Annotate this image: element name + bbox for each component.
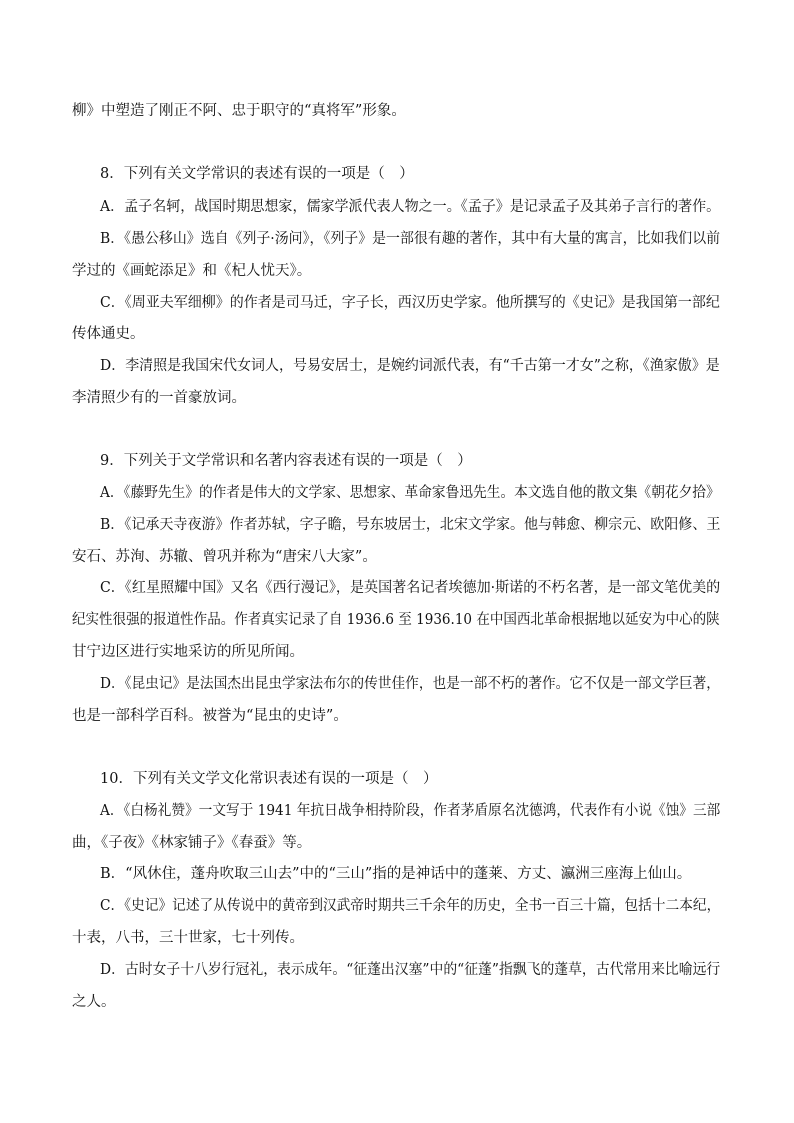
option-c-cont: 传体通史。 (72, 326, 145, 342)
option-c-cont: 甘宁边区进行实地采访的所见所闻。 (72, 644, 304, 660)
option-b: B．《记承天寺夜游》作者苏轼，字子瞻，号东坡居士，北宋文学家。他与韩愈、柳宗元、欧阳修、王 (100, 517, 721, 533)
option-c-cont: 十表，八书，三十世家，七十列传。 (72, 930, 304, 946)
option-a: A．《藤野先生》的作者是伟大的文学家、思想家、革命家鲁迅先生。本文选自他的散文集《朝花夕拾》 (100, 485, 720, 501)
option-d-cont: 之人。 (72, 994, 116, 1010)
option-b-cont: 学过的《画蛇添足》和《杞人忧天》。 (72, 263, 312, 279)
question-stem: 8．下列有关文学常识的表述有误的一项是（ ） (100, 166, 414, 182)
option-a-cont: 曲，《子夜》《林家铺子》《春蚕》等。 (72, 835, 312, 851)
option-b-cont: 安石、苏洵、苏辙、曾巩并称为“唐宋八大家”。 (72, 549, 377, 565)
option-d-cont: 也是一部科学百科。被誉为“昆虫的史诗”。 (72, 708, 348, 724)
question-stem: 9．下列关于文学常识和名著内容表述有误的一项是（ ） (100, 453, 472, 469)
option-d: D．李清照是我国宋代女词人，号易安居士，是婉约词派代表，有“千古第一才女”之称，《渔家傲》是 (100, 358, 720, 374)
intro-line: 柳》中塑造了刚正不阿、忠于职守的“真将军”形象。 (72, 103, 406, 119)
option-d: D．《昆虫记》是法国杰出昆虫学家法布尔的传世佳作，也是一部不朽的著作。它不仅是一部文学巨著， (100, 676, 720, 692)
option-c: C．《史记》记述了从传说中的黄帝到汉武帝时期共三千余年的历史，全书一百三十篇，包括十二本纪， (100, 898, 721, 914)
option-d: D．古时女子十八岁行冠礼，表示成年。“征蓬出汉塞”中的“征蓬”指飘飞的蓬草，古代常用来比喻远行 (100, 962, 721, 978)
question-stem: 10．下列有关文学文化常识表述有误的一项是（ ） (100, 771, 438, 787)
option-c: C．《周亚夫军细柳》的作者是司马迁，字子长，西汉历史学家。他所撰写的《史记》是我国第一部纪 (100, 295, 720, 311)
option-b: B．《愚公移山》选自《列子·汤问》，《列子》是一部很有趣的著作，其中有大量的寓言，比如我们以前 (100, 231, 721, 247)
option-c: C．《红星照耀中国》又名《西行漫记》，是英国著名记者埃德加·斯诺的不朽名著，是一部文笔优美的 (100, 580, 721, 596)
option-a: A．孟子名轲，战国时期思想家，儒家学派代表人物之一。《孟子》是记录孟子及其弟子言行的著作。 (100, 199, 721, 215)
option-b: B．“风休住，蓬舟吹取三山去”中的“三山”指的是神话中的蓬莱、方丈、瀛洲三座海上仙山。 (100, 866, 692, 882)
option-d-cont: 李清照少有的一首豪放词。 (72, 390, 246, 406)
option-a: A．《白杨礼赞》一文写于 1941 年抗日战争相持阶段，作者茅盾原名沈德鸿，代表作有小说《蚀》三部 (100, 803, 721, 819)
option-c-cont: 纪实性很强的报道性作品。作者真实记录了自 1936.6 至 1936.10 在中国西北革命根据地以延安为中心的陕 (72, 612, 720, 628)
